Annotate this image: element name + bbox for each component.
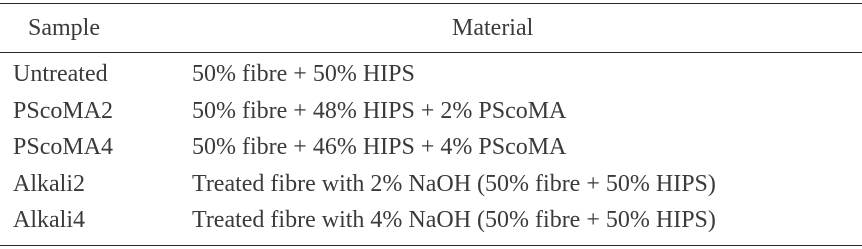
- table-header-row: [0, 3, 862, 52]
- table-row: [0, 94, 862, 131]
- material-cell: Treated fibre with 2% NaOH (50% fibre + 50% HIPS): [192, 170, 716, 197]
- table-body: [0, 57, 862, 240]
- table-row: [0, 130, 862, 167]
- table-row: [0, 167, 862, 204]
- column-header-sample: Sample: [28, 15, 100, 41]
- sample-cell: Untreated: [13, 61, 108, 87]
- header-rule: [0, 52, 862, 53]
- sample-cell: Alkali4: [13, 207, 85, 233]
- sample-cell: PScoMA2: [13, 97, 114, 124]
- material-cell: 50% fibre + 48% HIPS + 2% PScoMA: [192, 97, 567, 124]
- bottom-rule: [0, 245, 862, 246]
- material-cell: 50% fibre + 46% HIPS + 4% PScoMA: [192, 134, 567, 160]
- material-cell: Treated fibre with 4% NaOH (50% fibre + 50% HIPS): [192, 207, 716, 233]
- table-row: [0, 57, 862, 94]
- sample-cell: Alkali2: [13, 170, 85, 197]
- sample-cell: PScoMA4: [13, 134, 114, 160]
- column-header-material: Material: [452, 15, 534, 41]
- material-cell: 50% fibre + 50% HIPS: [192, 61, 415, 87]
- table-row: [0, 203, 862, 240]
